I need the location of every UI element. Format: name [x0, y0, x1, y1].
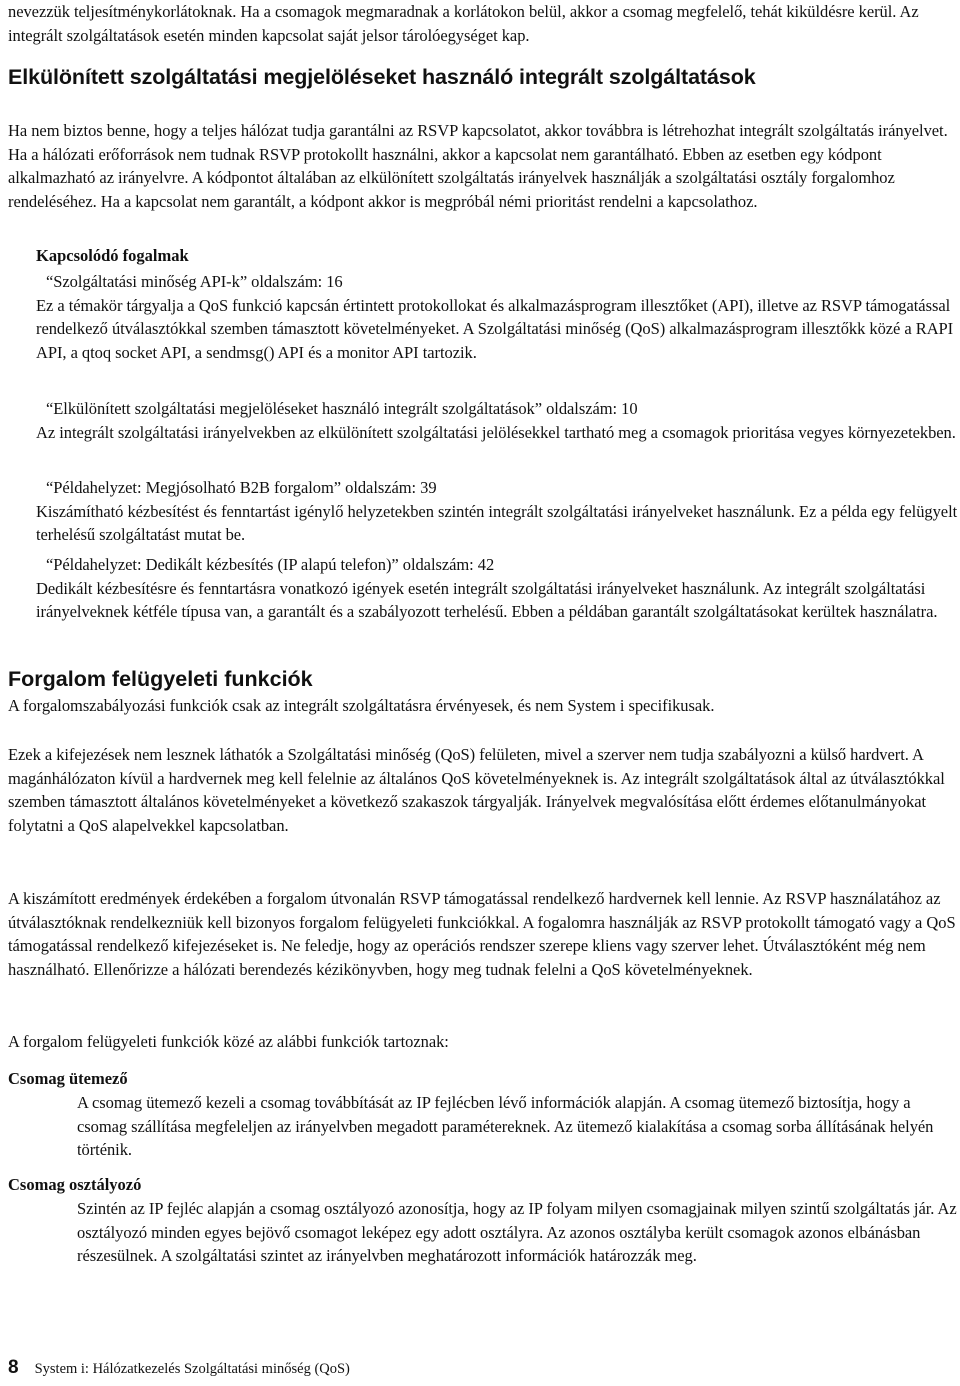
- main-paragraph: A forgalom felügyeleti funkciók közé az alábbi funkciók tartoznak:: [8, 1032, 449, 1051]
- related-link-text[interactable]: “Példahelyzet: Dedikált kézbesítés (IP alapú telefon)” oldalszám: 42: [46, 555, 495, 574]
- definition-body: A csomag ütemező kezeli a csomag továbbítását az IP fejlécben lévő információk alapján. A csomag ütemező biztosítja, hogy a csomag szállítása megfeleljen az irányelvben megadott paramétereknek. Az ütemező kialakítása a csomag sorba állításának helyén történik.: [77, 1093, 934, 1159]
- related-item: [36, 476, 958, 547]
- page-footer: [8, 1358, 350, 1379]
- definition-term: Csomag ütemező: [8, 1069, 128, 1088]
- main-paragraph: Ezek a kifejezések nem lesznek láthatók a Szolgáltatási minőség (QoS) felületen, mivel a szerver nem tudja szabályozni a külső hardvert. A magánhálózaton kívül a hardvernek meg kell felelnie az általános QoS követelményeknek is. Az integrált szolgáltatások által az útválasztókkal szemben támasztott általános követelményeket a következő szakaszok tárgyalják. Irányelvek megvalósítása előtt érdemes előtanulmányokat folytatni a QoS alapelvekkel kapcsolatban.: [8, 745, 945, 835]
- definition-body: Szintén az IP fejléc alapján a csomag osztályozó azonosítja, hogy az IP folyam milyen csomagjainak milyen szintű szolgáltatás jár. Az osztályozó minden egyes bejövő csomagot leképez egy adott osztályra. Az azonos osztályba került csomagok azonos elbánásban részesülnek. A szolgáltatási szintet az irányelvben meghatározott információk határozzák meg.: [77, 1199, 957, 1265]
- main-heading: Forgalom felügyeleti funkciók: [8, 667, 313, 691]
- intro-paragraph: nevezzük teljesítménykorlátoknak. Ha a csomagok megmaradnak a korlátokon belül, akkor a csomag megfelelő, tehát kiküldésre kerül. Az integrált szolgáltatások esetén minden kapcsolat saját jelsor tárolóegységet kap.: [8, 2, 919, 45]
- related-description: Az integrált szolgáltatási irányelvekben az elkülönített szolgáltatási jelölésekkel tartható meg a csomagok prioritása vegyes környezetekben.: [36, 422, 956, 442]
- related-link[interactable]: [36, 270, 958, 294]
- related-concepts-heading: Kapcsolódó fogalmak: [36, 246, 189, 265]
- related-description: Ez a témakör tárgyalja a QoS funkció kapcsán értintett protokollokat és alkalmazásprogram illesztőket (API), illetve az RSVP támogatással rendelkező útválasztókkal szemben támasztott követelményeket. A Szolgáltatási minőség (QoS) alkalmazásprogram illesztőkk közé a RAPI API, a qtoq socket API, a sendmsg() API és a monitor API tartozik.: [36, 295, 954, 362]
- main-paragraph: A forgalomszabályozási funkciók csak az integrált szolgáltatásra érvényesek, és nem System i specifikusak.: [8, 696, 715, 715]
- related-link[interactable]: [36, 476, 958, 500]
- related-link-text[interactable]: “Szolgáltatási minőség API-k” oldalszám: 16: [46, 272, 343, 291]
- related-link[interactable]: [36, 397, 958, 421]
- related-link-text[interactable]: “Elkülönített szolgáltatási megjelöléseket használó integrált szolgáltatások” oldalszám: 10: [46, 399, 638, 418]
- related-item: [36, 270, 958, 364]
- footer-text: System i: Hálózatkezelés Szolgáltatási minőség (QoS): [34, 1361, 350, 1377]
- related-item: [36, 553, 958, 624]
- page-number: 8: [8, 1357, 19, 1378]
- related-item: [36, 397, 958, 444]
- section-heading: Elkülönített szolgáltatási megjelöléseket használó integrált szolgáltatások: [8, 65, 756, 89]
- related-description: Dedikált kézbesítésre és fenntartásra vonatkozó igények esetén integrált szolgáltatási irányelveket használunk. Az integrált szolgáltatási irányelveknek kétféle típusa van, a garantált és a szabályozott terhelésű. Ebben a példában garantált szolgáltatásokat kerültek használatra.: [36, 578, 938, 621]
- definition-term: Csomag osztályozó: [8, 1175, 142, 1194]
- related-description: Kiszámítható kézbesítést és fenntartást igénylő helyzetekben szintén integrált szolgáltatási irányelveket használunk. Ez a példa egy felügyelt terhelésű szolgáltatást mutat be.: [36, 501, 958, 544]
- related-link[interactable]: [36, 553, 958, 577]
- main-paragraph: A kiszámított eredmények érdekében a forgalom útvonalán RSVP támogatással rendelkező hardvernek kell lennie. Az RSVP használatához az útválasztóknak rendelkezniük kell bizonyos forgalom felügyeleti funkciókkal. A fogalomra használják az RSVP protokollt támogató vagy a QoS támogatással rendelkező kifejezéseket is. Ne feledje, hogy az operációs rendszer szerepe kliens vagy szerver lehet. Útválasztóként még nem használható. Ellenőrizze a hálózati berendezés kézikönyvben, hogy meg tudnak felelni a QoS követelményeknek.: [8, 889, 956, 979]
- related-link-text[interactable]: “Példahelyzet: Megjósolható B2B forgalom” oldalszám: 39: [46, 478, 437, 497]
- section-paragraph: Ha nem biztos benne, hogy a teljes hálózat tudja garantálni az RSVP kapcsolatot, akkor továbbra is létrehozhat integrált szolgáltatás irányelvet. Ha a hálózati erőforrások nem tudnak RSVP protokollt használni, akkor a kapcsolat nem garantálható. Ebben az esetben egy kódpont alkalmazható az irányelvre. A kódpontot általában az elkülönített szolgáltatás irányelvek használják a szolgáltatási osztály forgalomhoz rendeléséhez. Ha a kapcsolat nem garantált, a kódpont akkor is megpróbál némi prioritást rendelni a kapcsolathoz.: [8, 121, 948, 211]
